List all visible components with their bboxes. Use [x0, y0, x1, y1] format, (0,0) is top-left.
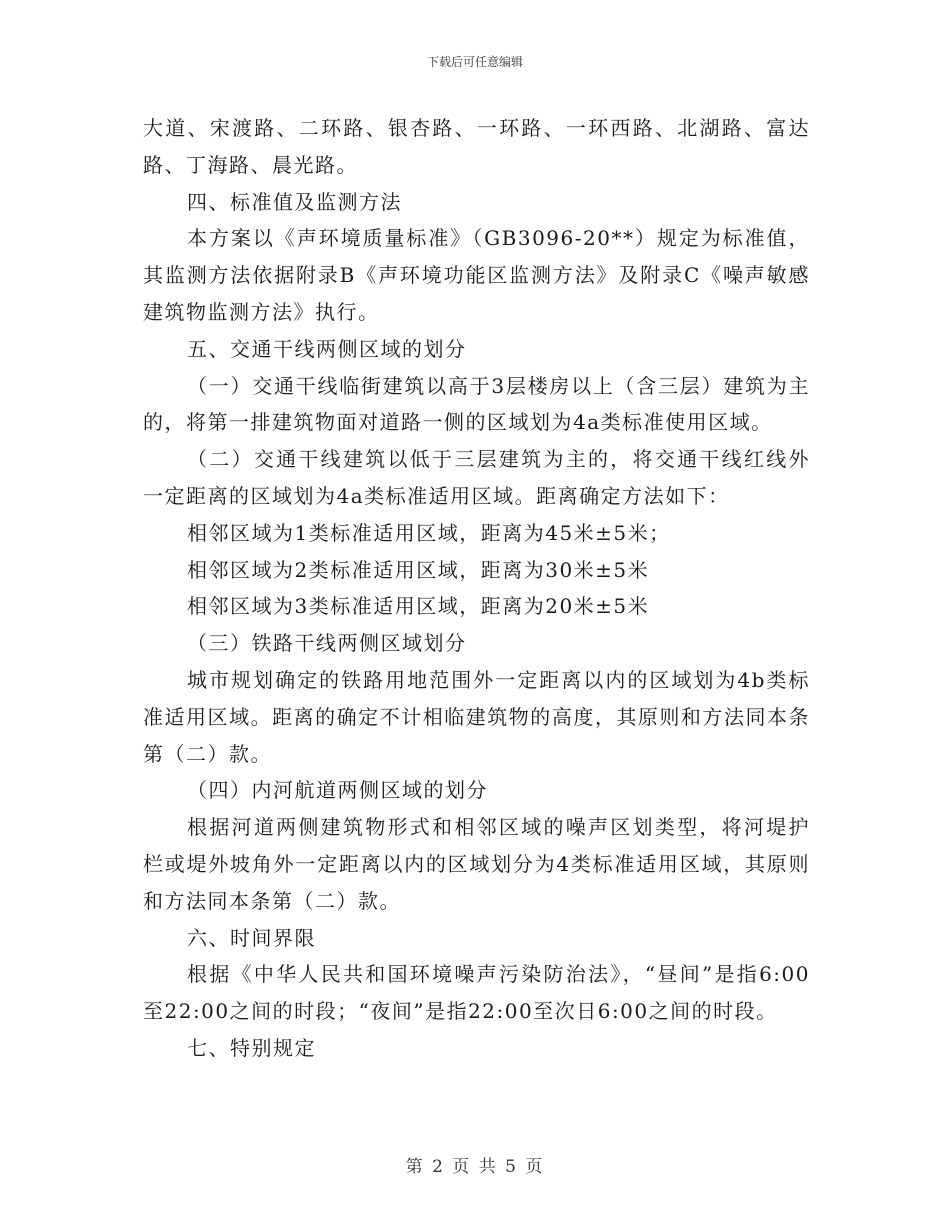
- paragraph-waterway-rule: 根据河道两侧建筑物形式和相邻区域的噪声区划类型，将河堤护栏或堤外坡角外一定距离以内的区域划分为4类标准适用区域，其原则和方法同本条第（二）款。: [143, 815, 810, 913]
- distance-rule-class-1: 相邻区域为1类标准适用区域，距离为45米±5米；: [187, 520, 671, 545]
- document-body: [143, 110, 810, 1067]
- paragraph-railway-rule: 城市规划确定的铁路用地范围外一定距离以内的区域划为4b类标准适用区域。距离的确定不计相临建筑物的高度，其原则和方法同本条第（二）款。: [143, 667, 810, 766]
- heading-waterway-division: （四）内河航道两侧区域的划分: [187, 778, 488, 803]
- distance-rule-class-2: 相邻区域为2类标准适用区域，距离为30米±5米: [187, 557, 650, 582]
- page-number-footer: 第 2 页 共 5 页: [405, 1157, 545, 1177]
- heading-traffic-zone-division: 五、交通干线两侧区域的划分: [187, 336, 467, 361]
- heading-special-provisions: 七、特别规定: [187, 1035, 316, 1060]
- heading-railway-division: （三）铁路干线两侧区域划分: [187, 631, 467, 656]
- paragraph-clause-2: （二）交通干线建筑以低于三层建筑为主的，将交通干线红线外一定距离的区域划为4a类标准适用区域。距离确定方法如下：: [143, 447, 810, 508]
- paragraph-clause-1: （一）交通干线临街建筑以高于3层楼房以上（含三层）建筑为主的，将第一排建筑物面对道路一侧的区域划为4a类标准使用区域。: [143, 373, 810, 435]
- heading-standard-values: 四、标准值及监测方法: [187, 189, 402, 214]
- paragraph-monitoring-method: 本方案以《声环境质量标准》（GB3096-20**）规定为标准值，其监测方法依据附录B《声环境功能区监测方法》及附录C《噪声敏感建筑物监测方法》执行。: [143, 226, 810, 324]
- heading-time-limits: 六、时间界限: [187, 925, 316, 950]
- distance-rule-class-3: 相邻区域为3类标准适用区域，距离为20米±5米: [187, 594, 650, 619]
- page-header-note: 下载后可任意编辑: [426, 55, 523, 69]
- paragraph-road-list: 大道、宋渡路、二环路、银杏路、一环路、一环西路、北湖路、富达路、丁海路、晨光路。: [143, 116, 810, 177]
- paragraph-time-definition: 根据《中华人民共和国环境噪声污染防治法》，“昼间”是指6:00至22:00之间的时段；“夜间”是指22:00至次日6:00之间的时段。: [143, 962, 810, 1024]
